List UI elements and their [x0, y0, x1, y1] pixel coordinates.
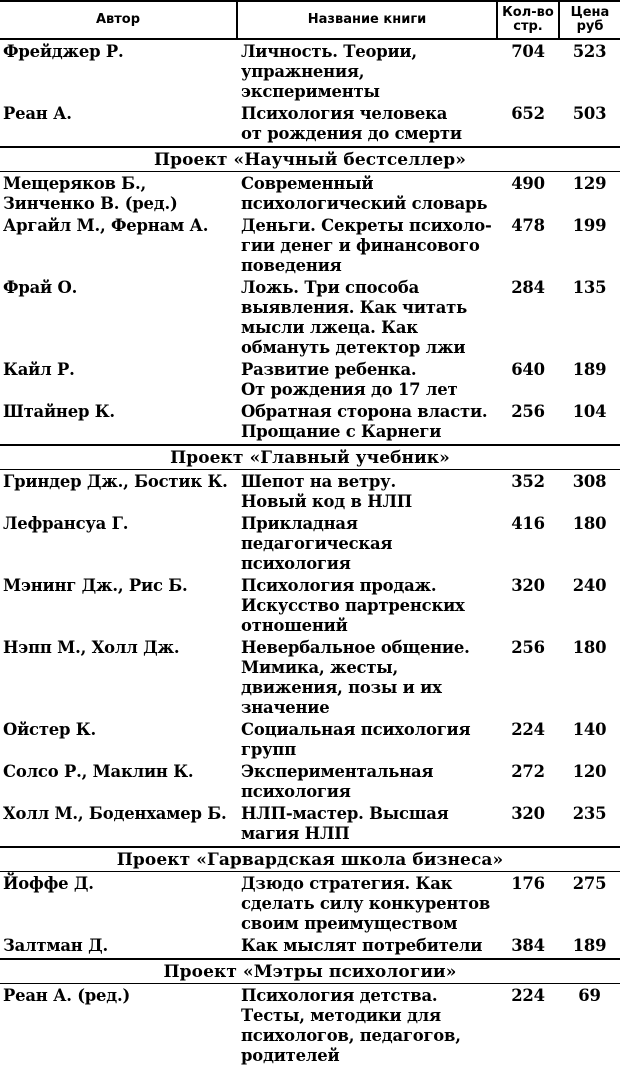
table-row	[0, 278, 620, 360]
table-row	[0, 172, 620, 217]
author-cell: Залтман Д.	[3, 936, 108, 955]
table-body	[0, 39, 620, 1068]
title-cell: Личность. Теории, упражнения, эксперименты	[241, 42, 417, 101]
price-cell: 189	[572, 360, 607, 379]
author-cell: Фрай О.	[3, 278, 78, 297]
author-cell: Аргайл М., Фернам А.	[3, 216, 209, 235]
table-row	[0, 39, 620, 104]
author-cell: Штайнер К.	[3, 402, 115, 421]
project-section-row	[0, 959, 620, 984]
price-cell: 180	[572, 638, 607, 657]
table-row	[0, 104, 620, 147]
pages-cell: 320	[511, 576, 545, 595]
author-cell: Холл М., Боденхамер Б.	[3, 804, 227, 823]
title-cell: Деньги. Секреты психоло- гии денег и финансового поведения	[241, 216, 492, 275]
price-cell: 235	[572, 804, 607, 823]
title-cell: Как мыслят потребители	[241, 936, 483, 955]
project-section-title: Проект «Научный бестселлер»	[0, 147, 620, 172]
title-cell: Обратная сторона власти. Прощание с Карнеги	[241, 402, 488, 441]
title-cell: Шепот на ветру. Новый код в НЛП	[241, 472, 413, 511]
project-section-title: Проект «Мэтры психологии»	[0, 959, 620, 984]
pages-cell: 384	[511, 936, 545, 955]
title-cell: Психология детства. Тесты, методики для психологов, педагогов, родителей	[241, 986, 461, 1065]
title-cell: Современный психологический словарь	[241, 174, 488, 213]
price-cell: 189	[572, 936, 607, 955]
pages-cell: 284	[511, 278, 545, 297]
pages-cell: 272	[511, 762, 545, 781]
pages-cell: 256	[511, 638, 545, 657]
table-row	[0, 720, 620, 762]
title-cell: Ложь. Три способа выявления. Как читать мысли лжеца. Как обмануть детектор лжи	[241, 278, 468, 357]
pages-cell: 490	[511, 174, 545, 193]
price-cell: 180	[572, 514, 607, 533]
table-row	[0, 216, 620, 278]
header-pages: Кол-во стр.	[497, 1, 559, 39]
table-row	[0, 402, 620, 445]
author-cell: Мэнинг Дж., Рис Б.	[3, 576, 188, 595]
pages-cell: 704	[511, 42, 545, 61]
title-cell: Психология человека от рождения до смерти	[241, 104, 462, 143]
author-cell: Ойстер К.	[3, 720, 96, 739]
table-row	[0, 804, 620, 847]
project-section-title: Проект «Главный учебник»	[0, 445, 620, 470]
price-cell: 308	[572, 472, 607, 491]
project-section-row	[0, 147, 620, 172]
price-cell: 275	[572, 874, 607, 893]
pages-cell: 640	[511, 360, 545, 379]
author-cell: Мещеряков Б., Зинченко В. (ред.)	[3, 174, 178, 213]
price-cell: 135	[572, 278, 607, 297]
title-cell: Дзюдо стратегия. Как сделать силу конкурентов своим преимуществом	[241, 874, 491, 933]
price-cell: 120	[572, 762, 607, 781]
price-cell: 104	[572, 402, 607, 421]
title-cell: Социальная психология групп	[241, 720, 471, 759]
author-cell: Реан А. (ред.)	[3, 986, 131, 1005]
project-section-row	[0, 847, 620, 872]
table-header	[0, 1, 620, 39]
title-cell: Развитие ребенка. От рождения до 17 лет	[241, 360, 458, 399]
author-cell: Фрейджер Р.	[3, 42, 124, 61]
author-cell: Солсо Р., Маклин К.	[3, 762, 194, 781]
pages-cell: 416	[511, 514, 545, 533]
author-cell: Гриндер Дж., Бостик К.	[3, 472, 228, 491]
price-cell: 140	[572, 720, 607, 739]
header-row	[0, 1, 620, 39]
table-row	[0, 360, 620, 402]
pages-cell: 176	[511, 874, 545, 893]
author-cell: Кайл Р.	[3, 360, 75, 379]
pages-cell: 224	[511, 720, 545, 739]
header-title: Название книги	[237, 1, 497, 39]
table-row	[0, 984, 620, 1069]
price-cell: 199	[572, 216, 607, 235]
title-cell: Экспериментальная психология	[241, 762, 434, 801]
header-price: Цена руб	[559, 1, 620, 39]
table-row	[0, 514, 620, 576]
table-row	[0, 576, 620, 638]
price-cell: 129	[572, 174, 607, 193]
table-row	[0, 762, 620, 804]
price-cell: 523	[572, 42, 607, 61]
table-row	[0, 638, 620, 720]
price-cell: 503	[572, 104, 607, 123]
title-cell: НЛП-мастер. Высшая магия НЛП	[241, 804, 449, 843]
author-cell: Лефрансуа Г.	[3, 514, 129, 533]
pages-cell: 652	[511, 104, 545, 123]
title-cell: Психология продаж. Искусство партренских отношений	[241, 576, 465, 635]
header-author: Автор	[0, 1, 237, 39]
author-cell: Йоффе Д.	[3, 874, 94, 893]
author-cell: Реан А.	[3, 104, 72, 123]
project-section-row	[0, 445, 620, 470]
table-row	[0, 470, 620, 515]
pages-cell: 256	[511, 402, 545, 421]
project-section-title: Проект «Гарвардская школа бизнеса»	[0, 847, 620, 872]
pages-cell: 478	[511, 216, 545, 235]
pages-cell: 224	[511, 986, 545, 1005]
title-cell: Прикладная педагогическая психология	[241, 514, 393, 573]
pages-cell: 320	[511, 804, 545, 823]
table-row	[0, 872, 620, 937]
table-row	[0, 936, 620, 959]
price-cell: 240	[572, 576, 607, 595]
pages-cell: 352	[511, 472, 545, 491]
title-cell: Невербальное общение. Мимика, жесты, движения, позы и их значение	[241, 638, 470, 717]
price-cell: 69	[578, 986, 601, 1005]
author-cell: Нэпп М., Холл Дж.	[3, 638, 180, 657]
